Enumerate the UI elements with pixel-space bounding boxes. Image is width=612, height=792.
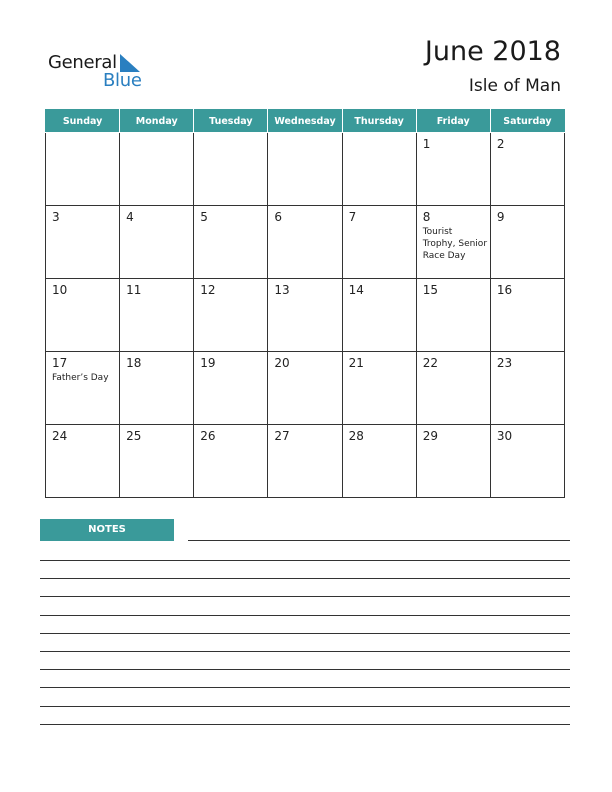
calendar-day-cell	[46, 133, 120, 206]
day-number: 3	[52, 210, 60, 224]
calendar-day-cell	[268, 133, 342, 206]
calendar-day-cell	[342, 206, 416, 279]
day-number: 5	[200, 210, 208, 224]
note-line	[40, 615, 570, 616]
note-line	[188, 540, 570, 541]
weekday-header: Friday	[416, 110, 490, 133]
calendar-day-cell	[120, 425, 194, 498]
day-number: 13	[274, 283, 290, 297]
calendar-day-cell	[268, 206, 342, 279]
day-number: 14	[348, 283, 364, 297]
calendar-day-cell	[490, 352, 564, 425]
weekday-header: Monday	[120, 110, 194, 133]
calendar-week-row	[46, 133, 565, 206]
calendar-day-cell	[416, 279, 490, 352]
calendar-day-cell	[268, 279, 342, 352]
calendar-day-cell	[120, 133, 194, 206]
calendar-day-cell	[46, 352, 120, 425]
calendar-day-cell	[268, 352, 342, 425]
day-number: 22	[422, 356, 438, 370]
calendar-week-row	[46, 206, 565, 279]
day-number: 10	[52, 283, 68, 297]
logo-blue-text: Blue	[103, 70, 142, 91]
calendar-day-cell	[490, 425, 564, 498]
day-number: 29	[422, 429, 438, 443]
holiday-label: Tourist Trophy, Senior Race Day	[422, 227, 488, 261]
calendar-day-cell	[490, 206, 564, 279]
weekday-header-row	[46, 110, 565, 133]
calendar-week-row	[46, 352, 565, 425]
note-line	[40, 596, 570, 597]
calendar-day-cell	[194, 279, 268, 352]
day-number: 4	[126, 210, 134, 224]
holiday-label: Father’s Day	[52, 373, 109, 383]
day-number: 16	[496, 283, 513, 297]
day-number: 30	[496, 429, 513, 443]
day-number: 19	[200, 356, 216, 370]
note-line	[40, 651, 570, 652]
day-number: 20	[274, 356, 290, 370]
calendar-day-cell	[342, 352, 416, 425]
day-number: 21	[348, 356, 364, 370]
calendar-day-cell	[46, 279, 120, 352]
calendar-day-cell	[194, 425, 268, 498]
calendar-day-cell	[268, 425, 342, 498]
calendar-day-cell	[342, 279, 416, 352]
calendar-day-cell	[46, 425, 120, 498]
logo-general-text: General	[48, 52, 117, 73]
calendar-day-cell	[194, 352, 268, 425]
day-number: 27	[274, 429, 290, 443]
calendar-day-cell	[416, 425, 490, 498]
note-line	[40, 706, 570, 707]
calendar-day-cell	[416, 352, 490, 425]
day-number: 8	[422, 210, 431, 224]
day-number: 17	[52, 356, 68, 370]
note-line	[40, 560, 570, 561]
generalblue-logo	[48, 52, 158, 94]
day-number: 12	[200, 283, 216, 297]
note-line	[40, 724, 570, 725]
day-number: 9	[496, 210, 505, 224]
weekday-header: Saturday	[490, 110, 564, 133]
day-number: 2	[496, 137, 505, 151]
day-number: 15	[422, 283, 438, 297]
calendar-day-cell	[194, 206, 268, 279]
calendar-day-cell	[120, 279, 194, 352]
calendar-day-cell	[46, 206, 120, 279]
calendar-day-cell	[490, 279, 564, 352]
day-number: 25	[126, 429, 142, 443]
note-line	[40, 578, 570, 579]
note-line	[40, 669, 570, 670]
day-number: 6	[274, 210, 283, 224]
calendar-week-row	[46, 425, 565, 498]
day-number: 24	[52, 429, 68, 443]
day-number: 26	[200, 429, 216, 443]
day-number: 1	[422, 137, 431, 151]
calendar-day-cell	[490, 133, 564, 206]
calendar-body	[46, 133, 565, 498]
day-number: 18	[126, 356, 142, 370]
weekday-header: Thursday	[342, 110, 416, 133]
notes-label: NOTES	[40, 519, 174, 541]
calendar-day-cell	[120, 352, 194, 425]
calendar-day-cell	[416, 206, 490, 279]
day-number: 7	[348, 210, 357, 224]
page-subtitle: Isle of Man	[468, 76, 561, 96]
page-title: June 2018	[424, 36, 561, 67]
calendar-day-cell	[194, 133, 268, 206]
calendar-day-cell	[120, 206, 194, 279]
calendar-day-cell	[342, 425, 416, 498]
day-number: 11	[126, 283, 142, 297]
calendar-week-row	[46, 279, 565, 352]
calendar-day-cell	[416, 133, 490, 206]
note-line	[40, 633, 570, 634]
weekday-header: Wednesday	[268, 110, 342, 133]
note-line	[40, 687, 570, 688]
day-number: 23	[496, 356, 513, 370]
weekday-header: Sunday	[46, 110, 120, 133]
calendar-day-cell	[342, 133, 416, 206]
day-number: 28	[348, 429, 364, 443]
weekday-header: Tuesday	[194, 110, 268, 133]
calendar-grid	[45, 109, 565, 498]
